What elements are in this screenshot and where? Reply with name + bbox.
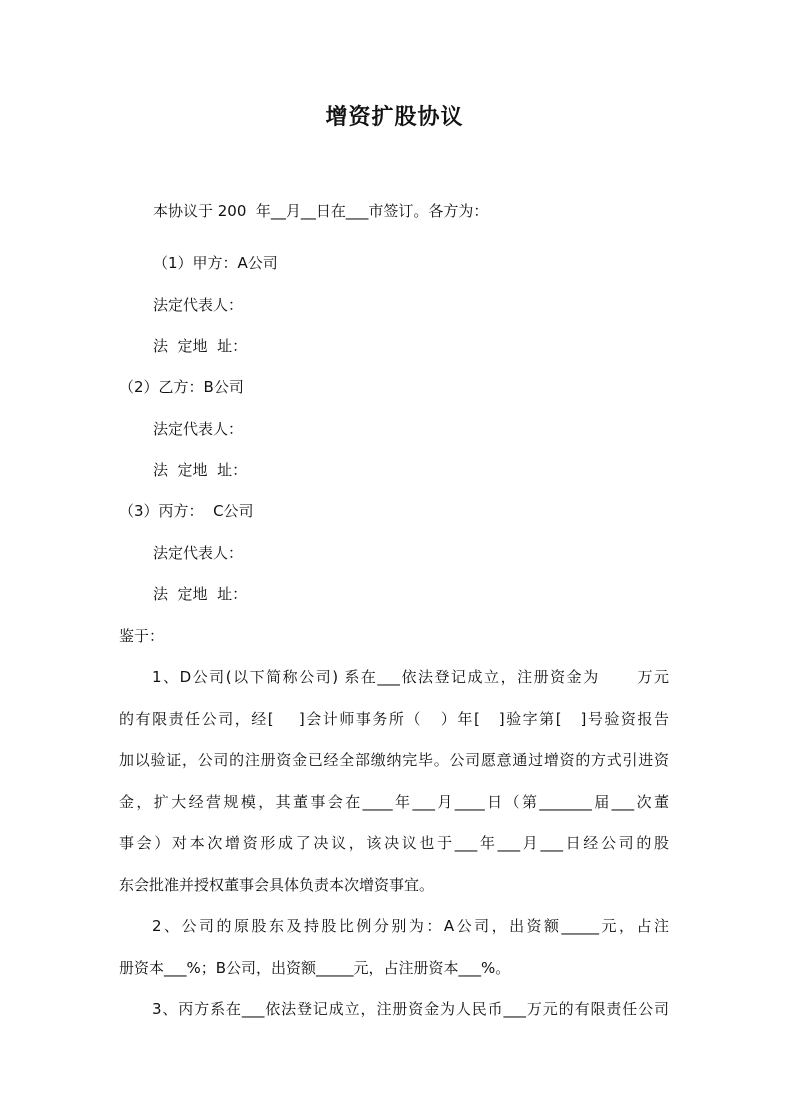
clause1-line: 加以验证，公司的注册资金已经全部缴纳完毕。公司愿意通过增资的方式引进资 <box>119 751 669 769</box>
clause1-line: 东会批准并授权董事会具体负责本次增资事宜。 <box>119 876 435 894</box>
clause2-line: 册资本___%；B公司，出资额_____元，占注册资本___%。 <box>119 959 511 977</box>
party2-heading: （2）乙方：B公司 <box>119 378 244 396</box>
party3-heading: （3）丙方： C公司 <box>119 502 254 520</box>
party2-address: 法 定地 址： <box>153 461 248 479</box>
clause3-line: 3、丙方系在___依法登记成立，注册资金为人民币___万元的有限责任公司 <box>152 1000 669 1018</box>
party1-address: 法 定地 址： <box>153 337 248 355</box>
document-title: 增资扩股协议 <box>325 104 464 130</box>
party2-rep: 法定代表人： <box>153 420 244 438</box>
clause2-line: 2、公司的原股东及持股比例分别为：A公司，出资额_____元，占注 <box>152 917 669 935</box>
whereas-label: 鉴于： <box>119 627 165 645</box>
party3-address: 法 定地 址： <box>153 585 248 603</box>
clause1-line: 1、D公司(以下简称公司) 系在___依法登记成立，注册资金为 万元 <box>152 668 669 686</box>
clause1-line: 金，扩大经营规模，其董事会在____年___月____日（第_______届___次董 <box>119 793 669 811</box>
clause1-line: 事会）对本次增资形成了决议，该决议也于___年___月___日经公司的股 <box>119 834 669 852</box>
party1-heading: （1）甲方：A公司 <box>153 254 278 272</box>
party3-rep: 法定代表人： <box>153 544 244 562</box>
clause1-line: 的有限责任公司，经[ ]会计师事务所（ ）年[ ]验字第[ ]号验资报告 <box>119 710 669 728</box>
intro-line: 本协议于 200 年__月__日在___市签订。各方为： <box>153 202 489 220</box>
party1-rep: 法定代表人： <box>153 296 244 314</box>
